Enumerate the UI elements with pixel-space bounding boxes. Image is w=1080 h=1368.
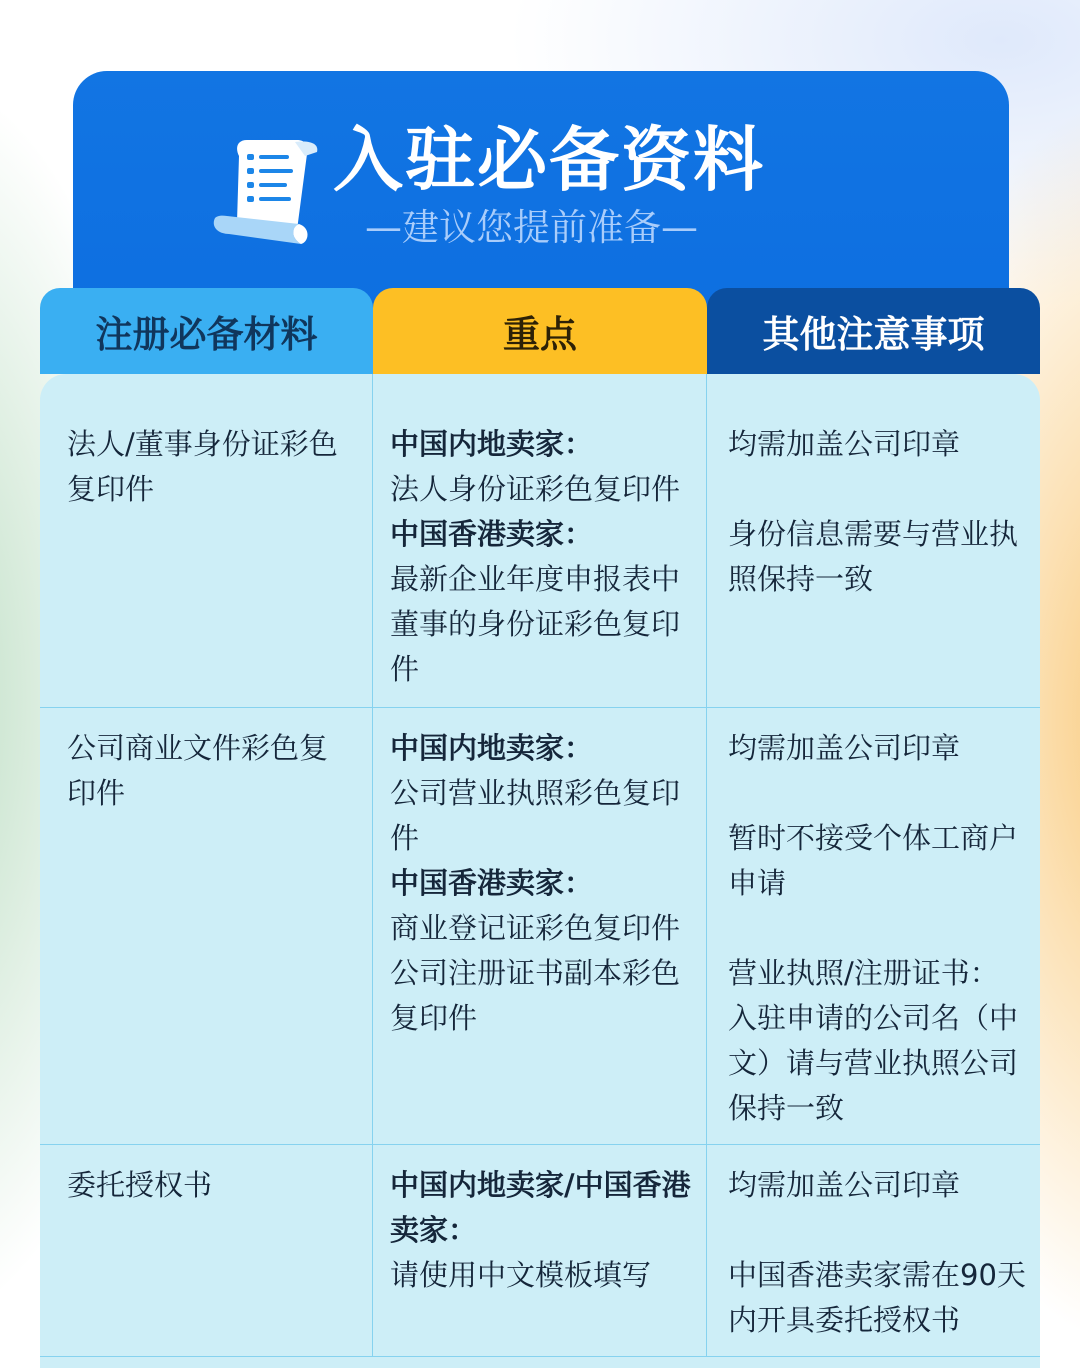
material-text: 委托授权书 bbox=[67, 1168, 213, 1202]
key-point-label: 中国香港卖家： bbox=[390, 517, 594, 551]
notes-cell bbox=[707, 1145, 1040, 1356]
table-body bbox=[40, 374, 1040, 1368]
note-text: 均需加盖公司印章 bbox=[728, 731, 961, 765]
key-point-label: 中国内地卖家： bbox=[390, 427, 594, 461]
key-point-label: 中国内地卖家/中国香港卖家： bbox=[390, 1168, 691, 1247]
material-cell bbox=[40, 1145, 373, 1356]
key-points-cell bbox=[373, 374, 707, 707]
note-text: 营业执照/注册证书： bbox=[728, 956, 999, 990]
key-point-text: 商业登记证彩色复印件 bbox=[390, 911, 681, 945]
note-text: 均需加盖公司印章 bbox=[728, 427, 961, 461]
key-point-label: 中国香港卖家： bbox=[390, 866, 594, 900]
material-cell bbox=[40, 708, 373, 1144]
key-point-text: 最新企业年度申报表中董事的身份证彩色复印件 bbox=[390, 562, 681, 686]
notes-cell bbox=[707, 374, 1040, 707]
page-subtitle: —建议您提前准备— bbox=[365, 206, 698, 249]
materials-table bbox=[40, 288, 1040, 1368]
key-point-label: 中国内地卖家： bbox=[390, 731, 594, 765]
note-text: 中国香港卖家需在90天内开具委托授权书 bbox=[728, 1258, 1026, 1337]
key-point-text: 公司营业执照彩色复印件 bbox=[390, 776, 681, 855]
key-points-cell bbox=[373, 708, 707, 1144]
column-header-materials: 注册必备材料 bbox=[40, 288, 373, 374]
note-text: 均需加盖公司印章 bbox=[728, 1168, 961, 1202]
table-row bbox=[40, 1145, 1040, 1357]
key-points-cell bbox=[373, 1145, 707, 1356]
note-text: 身份信息需要与营业执照保持一致 bbox=[728, 517, 1019, 596]
note-text: 入驻申请的公司名（中文）请与营业执照公司保持一致 bbox=[728, 1001, 1019, 1125]
notes-cell bbox=[707, 708, 1040, 1144]
material-text: 法人/董事身份证彩色复印件 bbox=[67, 427, 338, 506]
table-header-row bbox=[40, 288, 1040, 374]
page-title: 入驻必备资料 bbox=[333, 119, 765, 201]
table-row bbox=[40, 708, 1040, 1145]
material-text: 公司商业文件彩色复印件 bbox=[67, 731, 329, 810]
material-cell bbox=[40, 374, 373, 707]
column-header-notes: 其他注意事项 bbox=[707, 288, 1040, 374]
key-point-text: 法人身份证彩色复印件 bbox=[390, 472, 681, 506]
key-point-text: 请使用中文模板填写 bbox=[390, 1258, 652, 1292]
note-text: 暂时不接受个体工商户申请 bbox=[728, 821, 1019, 900]
key-point-text: 公司注册证书副本彩色复印件 bbox=[390, 956, 681, 1035]
table-row bbox=[40, 374, 1040, 708]
document-scroll-icon bbox=[207, 130, 329, 252]
column-header-key-points: 重点 bbox=[373, 288, 707, 374]
